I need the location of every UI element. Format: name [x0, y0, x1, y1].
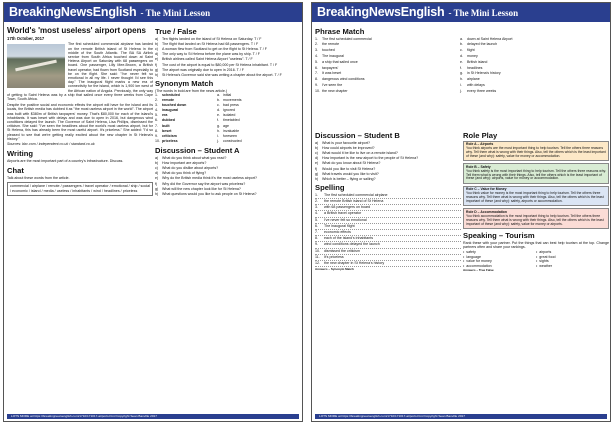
right-column — [463, 129, 609, 273]
item-number: h) — [315, 177, 319, 182]
lesson-page-1 — [3, 2, 303, 422]
synonym-letter: h. — [217, 128, 220, 133]
truefalse-list — [155, 37, 301, 78]
phrase-text: The inaugural — [322, 53, 344, 58]
item-number: a) — [155, 36, 159, 41]
item-text: What do you think of flying? — [162, 171, 207, 176]
spelling-text: with 68 passengers on board — [324, 205, 371, 210]
synonym-option: movements — [223, 98, 242, 103]
item-number: b) — [315, 145, 319, 150]
truefalse-item — [155, 52, 301, 56]
phrase-title: Phrase Match — [315, 27, 365, 36]
item-number: 5. — [155, 113, 158, 118]
spelling-text: each of the island's inhabitants — [324, 236, 374, 241]
spelling-text: wind conditions delayed the launch — [324, 242, 380, 247]
item-text: What do you know about St Helena? — [322, 161, 381, 166]
phrase-text: down at Saint Helena Airport — [467, 36, 513, 41]
item-number: g) — [155, 186, 159, 191]
phrase-right-row — [460, 89, 605, 95]
phrase-text: touched — [322, 48, 335, 53]
lesson-page-2 — [311, 2, 611, 422]
phrase-text: the remote — [322, 42, 340, 47]
role-title: Role B – Safety — [466, 164, 491, 169]
phrase-text: the new chapter — [322, 88, 348, 93]
phrase-text: airplane — [467, 77, 480, 82]
role-body: You think value for money is the most important thing to help tourism. Tell the others three reasons why. Tell them what is wrong with their things. Also, tell the others which is the least important of these (and why): safety, airports or accommodation. — [466, 191, 604, 204]
speaking-item: • language — [463, 255, 536, 260]
discussion-question — [155, 156, 301, 160]
synonym-option: ignored — [223, 108, 235, 113]
synonym-title: Synonym Match — [155, 79, 214, 89]
item-number: 10. — [315, 88, 320, 93]
item-number: f) — [315, 166, 318, 171]
item-number: 3. — [315, 205, 318, 210]
discussion-question — [155, 176, 301, 180]
item-text: British airlines called Saint Helena Airport "useless". T / F — [162, 57, 253, 62]
role-body: You think safety is the most important thing to help tourism. Tell the others three reasons why. Tell them what is wrong with their things. Also, tell the others which is the least important of these (and why): airports, value for money or accommodation. — [466, 168, 606, 181]
item-text: How important are airports? — [162, 160, 207, 165]
item-number: 2. — [315, 42, 318, 47]
synonym-list — [155, 93, 301, 144]
synonym-option: foreseen — [223, 133, 237, 138]
item-number: b. — [460, 42, 463, 47]
item-text: Why do the British media think it's the most useless airport? — [162, 176, 257, 181]
article-body: The first scheduled commercial airplane has landed on the remote British island of St Helena in the middle of the South Atlantic. The BA SA Airlink service from South Africa touched down at Saint Helena Airport on Saturday with 68 passengers on board. One passenger, Lilly Mee-Brown, a British travel operator, had flown from Scotland especially to be on the flight. She said: "I've never felt so emotional in all my life. I never thought I'd see this day." The inaugural flight marks a new era of connectivity for the island, which is 1,900 km west of the African nation of Angola. Previously, the only way of getting to Saint Helena was by a ship that sailed once every three weeks from Cape Town, South Africa. — [7, 42, 153, 102]
item-number: 1. — [315, 36, 318, 41]
item-number: 4. — [155, 108, 158, 113]
item-text: What do you dislike about airports? — [162, 165, 219, 170]
synonym-option: bad press — [223, 103, 239, 108]
discussion-question — [155, 187, 301, 191]
spelling-text: economic effects — [324, 230, 351, 235]
phrase-columns — [315, 37, 605, 95]
item-number: 11. — [315, 254, 320, 259]
phrase-text: flight — [467, 48, 475, 53]
truefalse-item — [155, 57, 301, 61]
speaking-item: • accommodation — [463, 264, 536, 269]
speaking-item: • weather — [536, 264, 609, 269]
item-number: g. — [460, 71, 463, 76]
item-text: St Helena's Governor said she was writing a chapter about the airport. T / F — [162, 73, 282, 78]
item-number: c) — [155, 165, 158, 170]
spelling-answers-label: Answers – Synonym Match — [315, 267, 354, 272]
item-number: c. — [460, 48, 463, 53]
brand-title: BreakingNewsEnglish — [317, 5, 445, 19]
item-number: 3. — [155, 103, 158, 108]
item-text: What would it be like to live on a remote island? — [322, 151, 398, 155]
item-number: 1. — [315, 192, 318, 197]
speaking-items — [463, 250, 609, 268]
synonym-letter: b. — [217, 98, 220, 103]
item-text: Ten flights landed on the island of St Helena on Saturday. T / F — [162, 36, 262, 41]
item-number: e. — [460, 59, 463, 64]
discussion-question — [155, 182, 301, 186]
item-text: The flight that landed on St Helena had 68 passengers. T / F — [162, 41, 259, 46]
item-number: h. — [460, 77, 463, 82]
spelling-title: Spelling — [315, 183, 345, 193]
discussion-question — [315, 172, 461, 176]
discussion-question — [315, 146, 461, 150]
synonym-word: dubbed — [162, 118, 175, 123]
phrase-text: with delays — [467, 82, 485, 87]
item-number: h) — [155, 191, 159, 196]
discussion-question — [155, 161, 301, 165]
item-number: d) — [155, 52, 159, 57]
item-text: What questions would you like to ask people on St Helena? — [162, 191, 257, 196]
item-number: a) — [155, 155, 159, 160]
item-number: 6. — [315, 223, 318, 228]
spelling-text: The first scheduled commercial airplane — [324, 192, 388, 197]
synonym-word: touched down — [162, 103, 187, 108]
spelling-text: The inaugural flight — [324, 223, 355, 228]
discussion-a-list — [155, 156, 301, 197]
phrase-text: every three weeks — [467, 88, 497, 93]
role-card — [463, 186, 609, 207]
discussion-b-title: Discussion – Student B — [315, 131, 400, 140]
item-number: g) — [155, 67, 159, 72]
phrase-text: taxpayers' — [322, 65, 339, 70]
speaking-item: • great food — [536, 255, 609, 260]
item-number: c) — [155, 47, 158, 51]
item-number: f. — [460, 65, 462, 70]
phrase-left-list — [315, 37, 460, 95]
synonym-intro: (The words in bold are from the news article.) — [155, 88, 228, 93]
synonym-option: age — [223, 123, 229, 128]
role-card — [463, 163, 609, 184]
phrase-text: dangerous wind conditions — [322, 77, 365, 82]
item-number: 3. — [315, 48, 318, 53]
item-text: Why did the Governor say the airport was priceless? — [162, 181, 246, 186]
synonym-letter: g. — [217, 123, 220, 128]
item-text: How important is the new airport to the people of St Helena? — [322, 156, 419, 161]
spelling-text: the remote British island of St Helena — [324, 199, 384, 204]
writing-text: Airports are the most important part of a country's infrastructure. Discuss. — [7, 158, 124, 163]
item-number: f) — [155, 62, 158, 67]
item-number: 10. — [315, 248, 320, 253]
item-text: The cost of the airport is equal to $80,000 per St Helena inhabitant. T / F — [162, 62, 278, 67]
truefalse-item — [155, 63, 301, 67]
phrase-text: in St Helena's history — [467, 71, 501, 76]
item-text: Which is better – flying or sailing? — [322, 177, 376, 182]
item-text: What is your favourite airport? — [322, 140, 370, 145]
item-number: 4. — [315, 211, 318, 216]
spelling-list — [315, 193, 461, 267]
spelling-text: a British travel operator — [324, 211, 362, 216]
item-number: 9. — [315, 82, 318, 87]
item-number: e) — [155, 176, 159, 181]
synonym-letter: i. — [217, 133, 219, 138]
left-column — [315, 129, 461, 272]
chat-word-box: commercial / airplane / remote / passengers / travel operator / emotional / ship / social / economic / island / media / useless / inhabitants / wind / headlines / priceless — [7, 182, 153, 196]
phrase-section — [315, 25, 605, 95]
discussion-question — [315, 141, 461, 145]
truefalse-title: True / False — [155, 27, 197, 36]
item-number: 2. — [315, 199, 318, 204]
synonym-letter: e. — [217, 113, 220, 118]
chat-title: Chat — [7, 166, 24, 176]
synonym-letter: j. — [217, 138, 219, 143]
phrase-text: British island — [467, 59, 488, 64]
synonym-option: initial — [223, 93, 232, 98]
synonym-letter: c. — [217, 103, 220, 108]
item-number: d) — [315, 156, 319, 161]
roleplay-list — [463, 141, 609, 230]
item-number: 6. — [315, 65, 318, 70]
truefalse-item — [155, 42, 301, 46]
phrase-left-row — [315, 89, 460, 95]
item-text: How could airports be improved? — [322, 145, 375, 150]
item-number: 7. — [315, 230, 318, 235]
item-number: 4. — [315, 53, 318, 58]
role-title: Role A – Airports — [466, 142, 494, 147]
phrase-text: headlines — [467, 65, 483, 70]
item-number: f) — [155, 181, 158, 186]
role-body: You think accommodation is the most important thing to help tourism. Tell the others three reasons why. Tell them what is wrong with their things. Also, tell the others which is the least important of these (and why): safety, value for money or airports. — [466, 213, 604, 226]
item-number: a. — [460, 36, 463, 41]
synonym-option: isolated — [223, 113, 236, 118]
synonym-option: constructed — [223, 138, 242, 143]
role-body: You think airports are the most important thing to help tourism. Tell the others three reasons why. Tell them what is wrong with their things. Also, tell the others which is the least important of these (and why): safety, value for money or accommodation. — [466, 146, 606, 158]
item-text: What will the new chapter look like for St Helena? — [162, 186, 241, 191]
phrase-text: It was beset — [322, 71, 342, 76]
item-number: b) — [155, 41, 159, 46]
discussion-a-title: Discussion – Student A — [155, 145, 240, 155]
brand-title: BreakingNewsEnglish — [9, 5, 137, 19]
synonym-word: era — [162, 113, 168, 118]
speaking-title: Speaking – Tourism — [463, 231, 535, 241]
article-body-2: Despite the positive social and economic effects the airport will have for the island and its locals, the British media has dubbed it as "the most useless airport in the world". The airport was built with $380m of British taxpayers' money. That's $80,000 for each of the island's inhabitants. It was beset with delays and was due to open in 2016, but dangerous wind conditions delayed the launch. The Governor of Saint Helena, Lisa Phillips, dismissed the criticism. She said: "I've seen the headlines about the world's most useless airport, but for St Helena, this has already been the most useful airport. It's priceless." She added: "I'd so pleased to see that we're getting really excited about the new chapter in St Helena's history." — [7, 103, 153, 141]
item-number: 9. — [155, 133, 158, 138]
synonym-word: beset — [162, 128, 172, 133]
discussion-question — [155, 171, 301, 175]
speaking-item: • safety — [463, 250, 536, 255]
speaking-item: • value for money — [463, 259, 536, 264]
item-number: a) — [315, 140, 319, 145]
item-number: 12. — [315, 261, 320, 266]
item-number: 8. — [315, 236, 318, 241]
chat-intro: Talk about these words from the article. — [7, 175, 70, 180]
right-column — [155, 25, 301, 197]
item-number: h) — [155, 73, 159, 78]
truefalse-item — [155, 47, 301, 51]
speaking-item: • airports — [536, 250, 609, 255]
speaking-intro: Rank these with your partner. Put the things that can best help tourism at the top. Change partners often and share your rankings. — [463, 240, 609, 249]
role-card — [463, 208, 609, 229]
item-text: What travels would you like to visit? — [322, 171, 379, 176]
item-number: d) — [155, 171, 159, 176]
item-number: b) — [155, 160, 159, 165]
synonym-letter: d. — [217, 108, 220, 113]
writing-title: Writing — [7, 149, 34, 159]
discussion-question — [155, 192, 301, 196]
phrase-text: delayed the launch — [467, 42, 498, 47]
roleplay-title: Role Play — [463, 131, 498, 140]
article-body-wrap — [7, 42, 153, 101]
item-number: 6. — [155, 118, 158, 123]
page-footer: LOTS MORE at https://breakingnewsenglish.com/1710/171017-airports.html Copyright Sean Banville 2017 — [7, 414, 299, 419]
left-column — [7, 25, 153, 196]
item-number: 2. — [155, 98, 158, 103]
phrase-text: money — [467, 53, 478, 58]
role-card — [463, 141, 609, 162]
item-number: 5. — [315, 59, 318, 64]
phrase-right-list — [460, 37, 605, 95]
synonym-word: priceless — [162, 138, 178, 143]
role-title: Role C – Value for Money — [466, 187, 507, 192]
item-number: 8. — [315, 77, 318, 82]
item-number: 10. — [155, 138, 160, 143]
discussion-question — [315, 161, 461, 165]
synonym-row — [155, 139, 301, 144]
item-text: Would you like to visit St Helena? — [322, 166, 376, 171]
item-number: 7. — [315, 71, 318, 76]
spelling-text: dismissed the criticism — [324, 248, 360, 253]
discussion-question — [315, 156, 461, 160]
synonym-letter: a. — [217, 93, 220, 98]
page-header — [4, 3, 302, 22]
item-number: e) — [315, 161, 319, 166]
item-text: A woman flew from Scotland to get on the flight to St Helena. T / F — [162, 47, 267, 51]
synonym-option: invaluable — [223, 128, 240, 133]
item-number: d. — [460, 53, 463, 58]
spelling-text: the new chapter in St Helena's history — [324, 261, 385, 266]
truefalse-item — [155, 68, 301, 72]
item-number: 8. — [155, 128, 158, 133]
airport-photo — [7, 44, 65, 88]
role-title: Role D – Accommodation — [466, 209, 507, 214]
synonym-word: remote — [162, 98, 174, 103]
item-number: g) — [315, 171, 319, 176]
item-text: What do you think about what you read? — [162, 155, 227, 160]
item-number: 9. — [315, 242, 318, 247]
item-number: j. — [460, 88, 462, 93]
synonym-word: criticism — [162, 133, 177, 138]
page-header — [312, 3, 610, 22]
article-sources: Sources: bbc.com / independent.co.uk / standard.co.uk — [7, 142, 95, 147]
article-date: 17th October, 2017 — [7, 36, 45, 42]
item-number: 5. — [315, 217, 318, 222]
synonym-word: inaugural — [162, 108, 179, 113]
spelling-text: It's priceless — [324, 254, 344, 259]
discussion-question — [315, 167, 461, 171]
discussion-b-list — [315, 141, 461, 182]
speaking-answers-label: Answers – True False — [463, 268, 494, 273]
synonym-word: scheduled — [162, 93, 180, 98]
phrase-text: a ship that sailed once — [322, 59, 358, 64]
item-number: e) — [155, 57, 159, 62]
synonym-letter: f. — [217, 118, 219, 123]
brand-subtitle: - The Mini Lesson — [140, 8, 211, 18]
item-number: c) — [315, 151, 318, 155]
discussion-question — [155, 166, 301, 170]
speaking-item: • sights — [536, 259, 609, 264]
discussion-question — [315, 151, 461, 155]
brand-subtitle: - The Mini Lesson — [448, 8, 519, 18]
page-footer: LOTS MORE at https://breakingnewsenglish.com/1710/171017-airports.html Copyright Sean Banville 2017 — [315, 414, 607, 419]
truefalse-item — [155, 73, 301, 77]
article-title: World's 'most useless' airport opens — [7, 26, 146, 35]
phrase-text: I've seen the — [322, 82, 343, 87]
spelling-text: I've never felt so emotional — [324, 217, 367, 222]
truefalse-item — [155, 37, 301, 41]
item-number: i. — [460, 82, 462, 87]
item-text: The airport was originally due to open in 2016. T / F — [162, 67, 244, 72]
synonym-option: timetabled — [223, 118, 240, 123]
discussion-question — [315, 177, 461, 181]
synonym-word: built — [162, 123, 170, 128]
item-number: 7. — [155, 123, 158, 128]
phrase-text: The first scheduled commercial — [322, 36, 372, 41]
item-text: The only way to St Helena before the plane was by ship. T / F — [162, 52, 260, 57]
item-number: 1. — [155, 93, 158, 98]
